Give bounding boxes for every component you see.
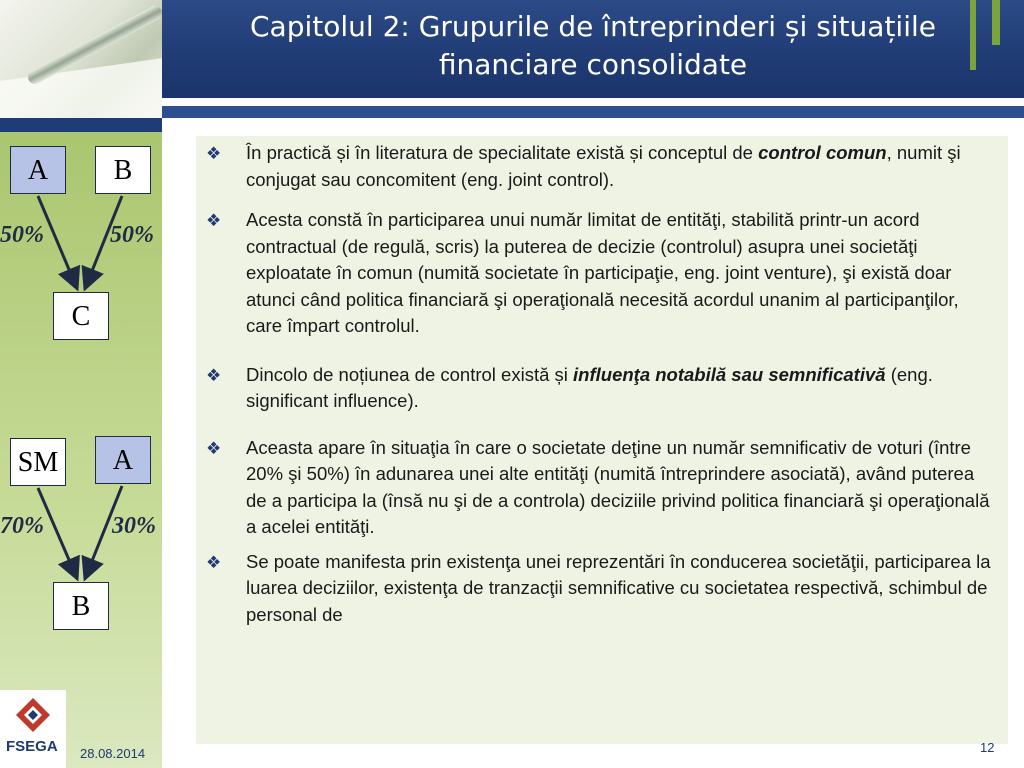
slide-number: 12 <box>980 740 995 755</box>
diagram1-pct-left: 50% <box>0 222 44 248</box>
slide-title-line1: Capitolul 2: Grupurile de întreprinderi și situațiile <box>250 10 936 43</box>
diagram1-box-a: A <box>10 146 66 194</box>
diagram1-pct-right: 50% <box>110 222 154 248</box>
slide-title-line2: financiare consolidate <box>438 48 748 81</box>
bullet-item <box>196 549 996 629</box>
header-accent-bar-2 <box>992 0 1000 45</box>
bullet-text-end: (eng. significant influence). <box>246 363 933 411</box>
diagram2-box-sm: SM <box>10 438 66 486</box>
bullet-item <box>196 435 996 541</box>
diagram1-box-b: B <box>95 146 151 194</box>
diagram1-arrow-a-to-c <box>38 196 76 286</box>
diagram1-arrow-b-to-c <box>86 196 122 286</box>
diagram2-box-a: A <box>95 436 151 484</box>
diagram2-arrow-sm-to-b <box>38 488 76 576</box>
bullet-item <box>196 362 996 415</box>
header-accent-bar <box>970 0 976 70</box>
header-divider-blue <box>162 106 1024 118</box>
diagram2-pct-right: 30% <box>112 513 156 539</box>
slide-date: 28.08.2014 <box>80 746 146 761</box>
diamond-bullet-icon: ❖ <box>206 365 222 385</box>
fsega-logo-text: FSEGA <box>6 738 58 755</box>
bullet-item <box>196 140 996 193</box>
bullet-text: În practică și în literatura de specialitate există și conceptul de <box>246 142 759 163</box>
diamond-bullet-icon: ❖ <box>206 438 222 458</box>
diamond-bullet-icon: ❖ <box>206 211 222 230</box>
bullet-text: Aceasta apare în situaţia în care o societate deţine un număr semnificativ de voturi (între 20% şi 50%) în adunarea unei alte entităţi (numită întreprindere asociată), având puterea de a participa la (însă nu şi de a controla) deciziile privind politica financiară şi operaţională a acelei entităţi. <box>246 436 990 537</box>
header-divider <box>162 98 1024 106</box>
bullet-text: Se poate manifesta prin existenţa unei reprezentări în conducerea societăţii, participarea la luarea deciziilor, existenţa de tranzacţii semnificative cu societatea respectivă, schimbul de personal de <box>246 550 991 625</box>
bullet-emphasis: influenţa notabilă sau semnificativă <box>573 363 886 385</box>
slide-title <box>162 8 1024 84</box>
bullet-emphasis: control comun <box>758 142 887 163</box>
diamond-bullet-icon: ❖ <box>206 552 222 572</box>
diagram1-box-c: C <box>53 292 109 340</box>
diamond-bullet-icon: ❖ <box>206 144 222 163</box>
content-panel <box>196 136 1008 744</box>
fsega-logo-icon <box>14 696 52 734</box>
bullet-item <box>196 207 996 340</box>
bullet-text: Acesta constă în participarea unui număr limitat de entităţi, stabilită printr-un acord contractual (de regulă, scris) la puterea de decizie (controlul) asupra unei societăţi exploatate în comun (numită societate în participaţie, eng. joint venture), şi există doar atunci când politica financiară şi operaţională necesită acordul unanim al participanţilor, care împart controlul. <box>246 209 959 336</box>
bullet-list <box>196 140 996 642</box>
fsega-logo <box>0 690 66 768</box>
diagram-arrows <box>0 0 170 768</box>
diagram2-box-b: B <box>53 582 109 630</box>
diagram2-pct-left: 70% <box>0 513 44 539</box>
bullet-text: Dincolo de noțiunea de control există și <box>246 363 574 385</box>
bullet-text-end: , numit şi conjugat sau concomitent (eng. joint control). <box>246 142 961 190</box>
diagram2-arrow-a-to-b <box>86 486 122 576</box>
